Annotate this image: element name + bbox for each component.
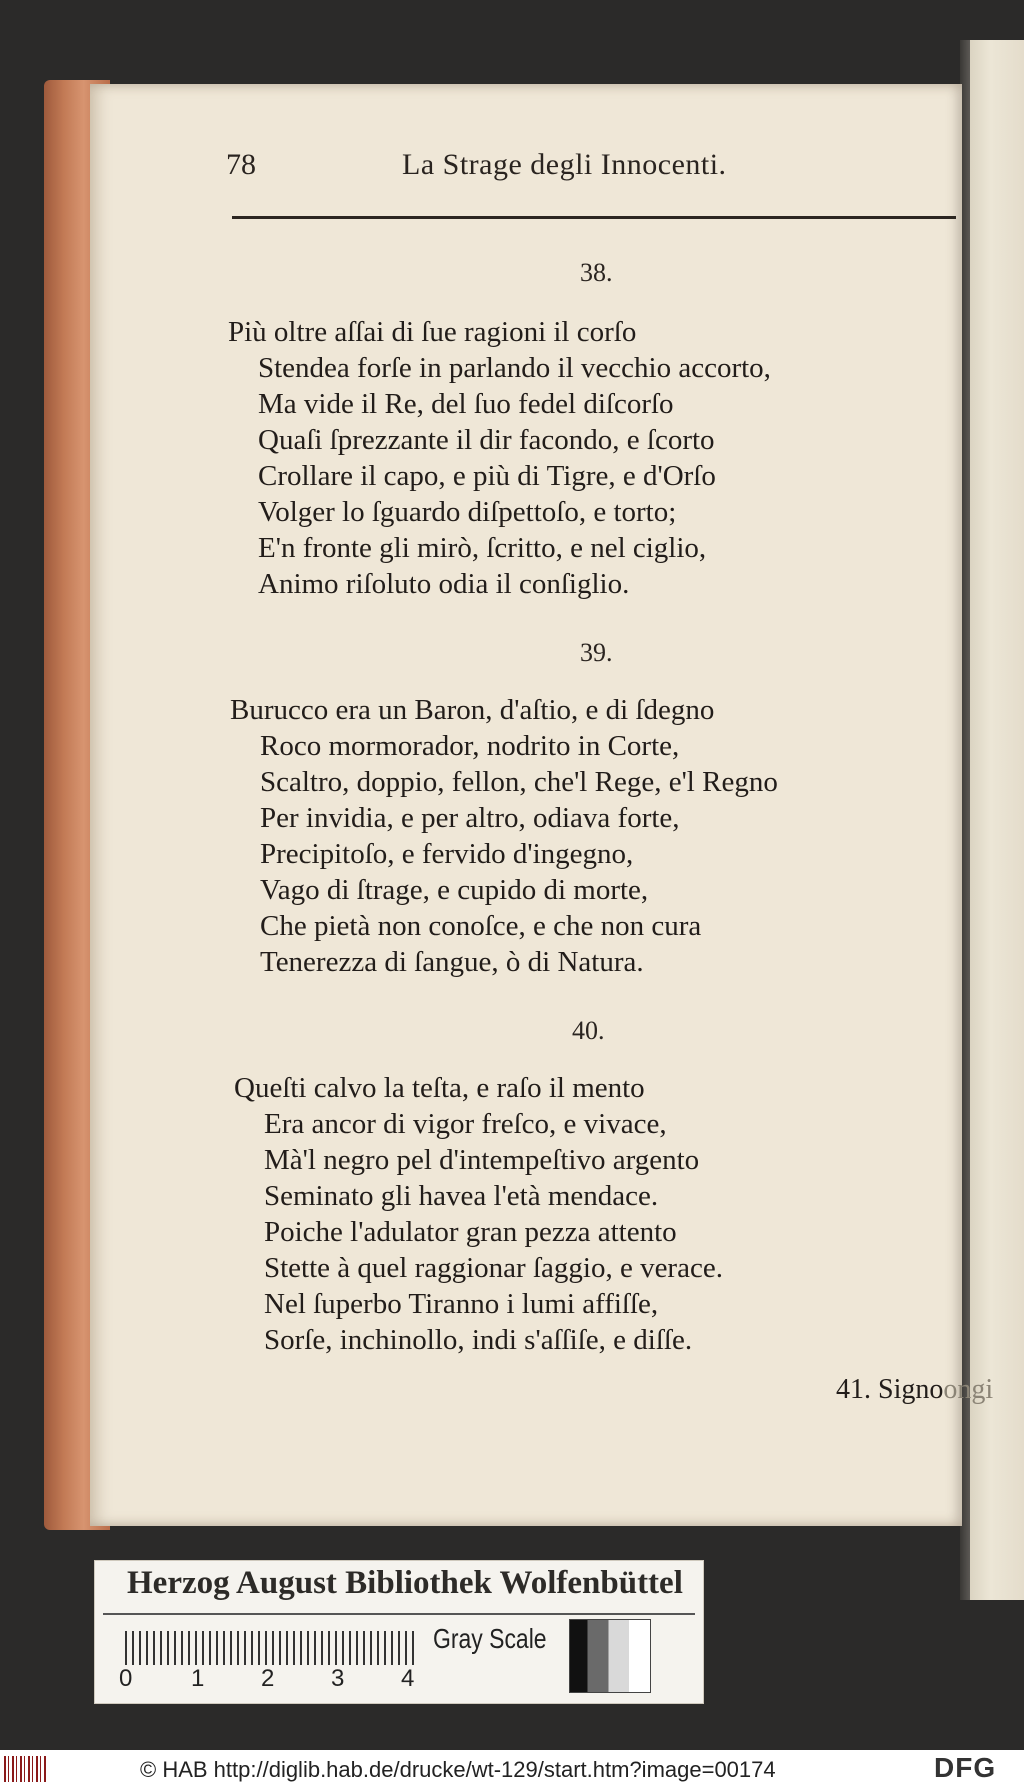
verse-line: Ma vide il Re, del ſuo fedel diſcorſo: [258, 388, 674, 420]
card-title: Herzog August Bibliothek Wolfenbüttel: [127, 1565, 683, 1601]
verse-line: Poiche l'adulator gran pezza attento: [264, 1216, 677, 1248]
running-title: La Strage degli Innocenti.: [402, 148, 727, 181]
verse-line: Era ancor di vigor freſco, e vivace,: [264, 1108, 667, 1140]
verse-line: Stette à quel raggionar ſaggio, e verace.: [264, 1252, 723, 1284]
hab-logo-icon: [4, 1756, 46, 1782]
catchword-overlap: ongi: [943, 1374, 994, 1405]
gray-scale-swatches: [569, 1619, 651, 1693]
verse-line: Quaſi ſprezzante il dir facondo, e ſcorto: [258, 424, 715, 456]
dfg-logo: DFG: [934, 1752, 997, 1783]
verse-line: Volger lo ſguardo diſpettoſo, e torto;: [258, 496, 677, 528]
verse-line: Tenerezza di ſangue, ò di Natura.: [260, 946, 644, 978]
scale-label: 2: [261, 1665, 275, 1692]
verse-line: E'n fronte gli mirò, ſcritto, e nel ciglio,: [258, 532, 707, 564]
gray-scale-label: Gray Scale: [433, 1623, 547, 1654]
verse-line: Che pietà non conoſce, e che non cura: [260, 910, 702, 942]
verse-line: Vago di ſtrage, e cupido di morte,: [260, 874, 649, 906]
scale-label: 1: [191, 1665, 205, 1692]
verse-line: Seminato gli havea l'età mendace.: [264, 1180, 659, 1212]
verse-line: Più oltre aſſai di ſue ragioni il corſo: [228, 316, 637, 348]
catchword-text: 41. Signo: [836, 1374, 944, 1405]
scale-label: 4: [401, 1665, 415, 1692]
verse-line: Sorſe, inchinollo, indi s'aſſiſe, e diſſe.: [264, 1324, 693, 1356]
scale-label: 0: [119, 1665, 133, 1692]
next-page-edge: [968, 40, 1024, 1600]
verse-line: Stendea forſe in parlando il vecchio accorto,: [258, 352, 771, 384]
scale-label: 3: [331, 1665, 345, 1692]
verse-line: Nel ſuperbo Tiranno i lumi affiſſe,: [264, 1288, 659, 1320]
verse-line: Mà'l negro pel d'intempeſtivo argento: [264, 1144, 700, 1176]
ruler-ticks: [125, 1631, 415, 1665]
verse-line: Per invidia, e per altro, odiava forte,: [260, 802, 680, 834]
footer-url[interactable]: © HAB http://diglib.hab.de/drucke/wt-129/start.htm?image=00174: [140, 1757, 776, 1782]
verse-line: Precipitoſo, e fervido d'ingegno,: [260, 838, 634, 870]
catchword: [836, 1374, 993, 1406]
verse-line: Crollare il capo, e più di Tigre, e d'Orſo: [258, 460, 716, 492]
verse-line: Roco mormorador, nodrito in Corte,: [260, 730, 680, 762]
stanza-number: 38.: [580, 258, 613, 287]
stanza-number: 40.: [572, 1016, 605, 1045]
head-rule: [232, 216, 956, 219]
page-number: 78: [226, 148, 256, 181]
card-rule: [103, 1613, 695, 1615]
footer-bar: [0, 1750, 1024, 1788]
verse-line: Queſti calvo la teſta, e raſo il mento: [234, 1072, 645, 1104]
library-color-card: [94, 1560, 704, 1704]
stanza-number: 39.: [580, 638, 613, 667]
verse-line: Scaltro, doppio, fellon, che'l Rege, e'l Regno: [260, 766, 778, 798]
running-head: [226, 148, 956, 188]
verse-line: Animo riſoluto odia il conſiglio.: [258, 568, 630, 600]
verse-line: Burucco era un Baron, d'aſtio, e di ſdegno: [230, 694, 715, 726]
